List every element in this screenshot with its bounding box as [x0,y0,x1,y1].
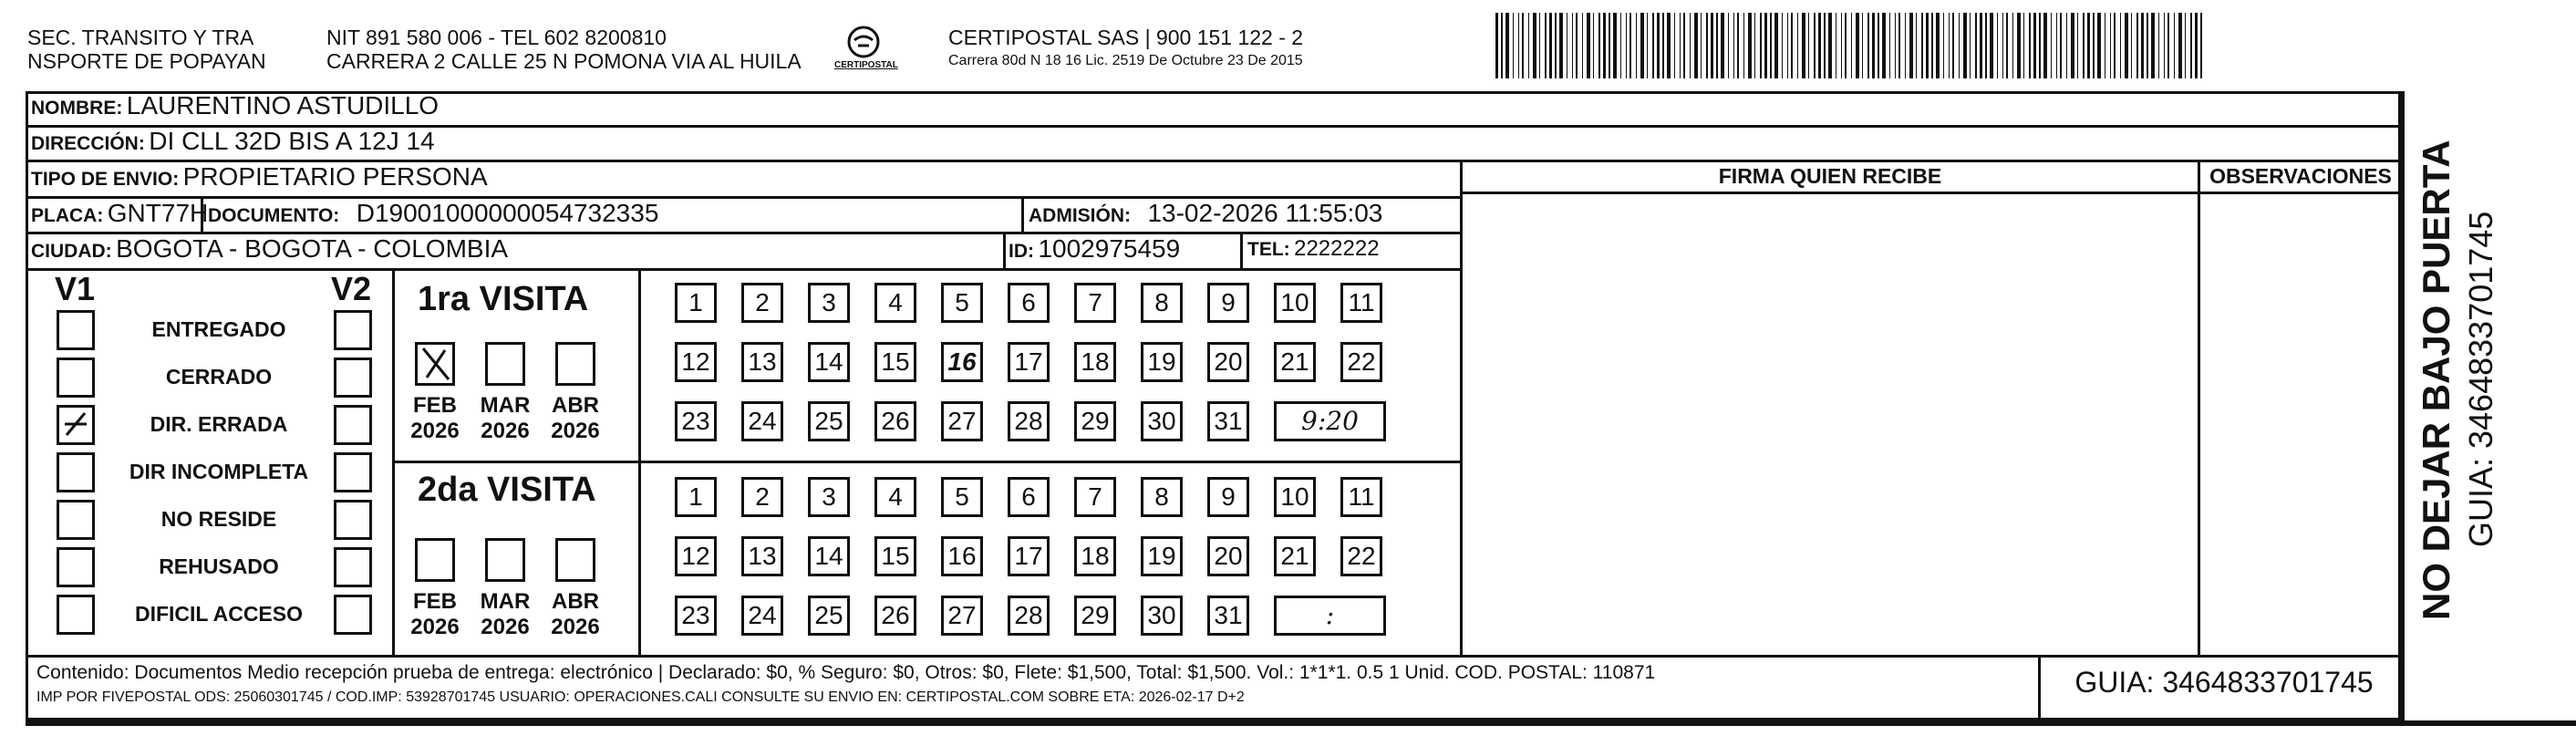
visit2-day-box[interactable]: 18 [1074,536,1116,576]
ciudad-row [31,234,508,264]
barcode-bar [1701,13,1702,78]
visit2-day-box[interactable]: 6 [1008,477,1050,517]
visit2-day-box[interactable]: 7 [1074,477,1116,517]
barcode-bar [2093,13,2095,78]
col-divider [1240,232,1243,268]
barcode-bar [1549,13,1552,78]
nit-line-1: NIT 891 580 006 - TEL 602 8200810 [326,26,667,49]
barcode-bar [1495,13,1498,78]
barcode-bar [1909,13,1913,78]
barcode-bar [1593,13,1594,78]
visit1-day-box[interactable]: 8 [1141,283,1183,323]
footer-contenido: Contenido: Documentos Medio recepción prueba de entrega: electrónico | Declarado: $0, % Seguro: $0, Otros: $0, Flete: $1,500, Total: $1,500. Vol.: 1*1*1. 0.5 1 Unid. COD. POSTAL: 110871 [36,662,1656,683]
placa-row [31,199,208,228]
barcode-bar [1959,13,1960,78]
visit1-day-box[interactable]: 4 [874,283,916,323]
barcode-bar [2164,13,2165,78]
barcode-bar [2200,13,2202,78]
barcode-bar [1721,13,1724,78]
visit1-day-box[interactable]: 29 [1074,401,1116,441]
barcode-bar [1949,13,1950,78]
visit1-day-box[interactable]: 11 [1340,283,1382,323]
barcode-bar [1501,13,1503,78]
barcode-bar [1963,13,1967,78]
status-label: CERRADO [165,365,273,389]
visit2-day-box[interactable]: 22 [1340,536,1382,576]
barcode-bar [1931,13,1933,78]
barcode-bar [2077,13,2078,78]
tel-label: TEL: [1247,239,1290,260]
nombre-label: NOMBRE: [31,98,123,119]
barcode-bar [2006,13,2008,78]
barcode-bar [1737,13,1739,78]
barcode-bar [1997,13,1998,78]
status-label: ENTREGADO [151,317,286,341]
visit1-day-box[interactable]: 22 [1340,342,1382,382]
tipo-value: PROPIETARIO PERSONA [182,162,488,191]
col-divider [1021,196,1024,233]
barcode-bar [2125,13,2128,78]
barcode-bar [1647,13,1648,78]
v1-checkbox[interactable] [57,405,95,445]
side-guia: GUIA: 3464833701745 [2462,211,2499,547]
visit1-day-box[interactable]: 16 [941,342,983,382]
visit2-day-box[interactable]: 31 [1207,596,1249,636]
barcode-bar [1970,13,1971,78]
barcode-bar [1598,13,1600,78]
barcode-bar [1706,13,1708,78]
barcode-bar [1975,13,1977,78]
barcode-bar [1814,13,1816,78]
visit2-day-box[interactable]: 29 [1074,596,1116,636]
v1-label: V1 [55,270,96,307]
barcode-bar [1528,13,1529,78]
barcode-bar [1711,13,1713,78]
tel-value: 2222222 [1294,236,1380,261]
v1-checkbox[interactable] [57,547,95,587]
visit1-day-box[interactable]: 5 [941,283,983,323]
visit2-day-box[interactable]: 14 [808,536,850,576]
col-divider [2038,655,2041,720]
barcode-bar [1716,13,1718,78]
nombre-value: LAURENTINO ASTUDILLO [126,91,440,119]
barcode-bar [1572,13,1573,78]
barcode-bar [1636,13,1637,78]
admision-label: ADMISIÓN: [1029,205,1131,226]
observaciones-area[interactable] [2200,194,2401,655]
barcode-bar [1889,13,1890,78]
barcode-bar [2120,13,2121,78]
bottom-rule [26,720,2576,726]
placa-value: GNT77H [107,199,209,227]
barcode-bar [1916,13,1917,78]
v1-checkbox[interactable] [57,452,95,492]
v1-checkbox[interactable] [57,595,95,635]
col-divider [2401,91,2404,720]
barcode-bar [2083,13,2085,78]
row-divider [26,655,2401,658]
visit1-month-checkbox[interactable] [485,342,525,386]
visit1-month-checkbox[interactable] [415,342,455,386]
barcode-bar [1824,13,1826,78]
status-label: DIFICIL ACCESO [134,602,303,626]
barcode-bar [2185,13,2186,78]
firma-area[interactable] [1463,194,2198,655]
barcode-bar [1743,13,1744,78]
barcode-bar [1985,13,1987,78]
barcode-bar [1905,13,1906,78]
col-divider [1003,232,1006,268]
visit2-day-box[interactable]: 5 [941,477,983,517]
barcode-bar [2178,13,2182,78]
barcode-bar [2147,13,2148,78]
barcode-bar [1582,13,1583,78]
v1-checkbox[interactable] [57,357,95,398]
visit2-day-box[interactable]: 17 [1008,536,1050,576]
admision-row [1029,199,1382,228]
barcode-bar [2110,13,2111,78]
visit2-year-label: 2026 [481,615,530,639]
visit2-year-label: 2026 [551,615,600,639]
barcode-bar [2012,13,2013,78]
admision-value: 13-02-2026 11:55:03 [1147,199,1383,227]
visit1-day-box[interactable]: 25 [808,401,850,441]
visit2-day-box[interactable]: 16 [941,536,983,576]
barcode-bar [1856,13,1859,78]
barcode-bar [1782,13,1783,78]
v2-label: V2 [331,270,372,307]
visit2-month-checkbox[interactable] [555,538,595,582]
visit2-day-box[interactable]: 28 [1008,596,1050,636]
barcode-bar [1620,13,1621,78]
visit1-day-box[interactable]: 10 [1274,283,1316,323]
barcode-bar [1728,13,1729,78]
visit2-day-box[interactable]: 19 [1141,536,1183,576]
visit1-month-label: ABR [552,393,599,418]
barcode-bar [1533,13,1536,78]
barcode-bar [2136,13,2138,78]
barcode-bar [1760,13,1762,78]
barcode-bar [1787,13,1788,78]
barcode-bar [1674,13,1675,78]
barcode-bar [1791,13,1793,78]
visit2-day-box[interactable]: 2 [741,477,783,517]
barcode-bar [1694,13,1698,78]
barcode-bar [2151,13,2155,78]
visit2-title: 2da VISITA [418,471,596,509]
barcode-bar [1980,13,1982,78]
barcode-bar [1952,13,1954,78]
documento-label: DOCUMENTO: [208,205,340,226]
visit2-month-checkbox[interactable] [415,538,455,582]
nit-line-2: CARRERA 2 CALLE 25 N POMONA VIA AL HUILA [326,49,802,73]
row-divider [392,461,1460,463]
visit2-day-box[interactable]: 3 [808,477,850,517]
visit1-day-box[interactable]: 26 [874,401,916,441]
barcode-bar [2195,13,2198,78]
barcode-bar [1845,13,1847,78]
certipostal-logo [834,22,922,77]
visit2-day-box[interactable]: 24 [741,596,783,636]
visit2-day-box[interactable]: 25 [808,596,850,636]
visit1-day-box[interactable]: 18 [1074,342,1116,382]
barcode-bar [1680,13,1681,78]
barcode-bar [1770,13,1772,78]
barcode-bar [2097,13,2101,78]
tipo-row [31,162,488,192]
barcode-bar [1774,13,1778,78]
visit1-day-box[interactable]: 27 [941,401,983,441]
barcode-bar [1867,13,1869,78]
barcode-bar [2167,13,2169,78]
barcode-bar [1828,13,1832,78]
status-label: NO RESIDE [160,507,277,531]
direccion-row [31,127,435,156]
barcode-bar [1555,13,1557,78]
visit2-day-box[interactable]: 12 [675,536,717,576]
barcode-bar [1690,13,1691,78]
barcode-bar [2190,13,2192,78]
barcode-bar [1926,13,1929,78]
visit2-day-box[interactable]: 21 [1274,536,1316,576]
visit1-day-box[interactable]: 7 [1074,283,1116,323]
visit2-day-box[interactable]: 1 [675,477,717,517]
visit1-year-label: 2026 [410,419,460,443]
barcode-bar [1936,13,1940,78]
id-row [1009,234,1180,264]
barcode-bar [1559,13,1563,78]
barcode-bar [1808,13,1809,78]
barcode-bar [1818,13,1821,78]
barcode-bar [1667,13,1671,78]
visit2-day-box[interactable]: 10 [1274,477,1316,517]
visit1-day-box[interactable]: 30 [1141,401,1183,441]
visit1-day-box[interactable]: 1 [675,283,717,323]
footer-imp: IMP POR FIVEPOSTAL ODS: 25060301745 / COD.IMP: 53928701745 USUARIO: OPERACIONES.CALI CONSULTE SU ENVIO EN: CERTIPOSTAL.COM SOBRE ETA: 2026-02-17 D+2 [36,689,1245,705]
v1-checkbox[interactable] [57,310,95,350]
visit2-year-label: 2026 [410,615,460,639]
barcode-bar [2051,13,2052,78]
barcode-bar [2023,13,2024,78]
visit2-month-label: FEB [413,589,457,614]
visit2-day-box[interactable]: 9 [1207,477,1249,517]
visit2-day-box[interactable]: 30 [1141,596,1183,636]
barcode-bar [1841,13,1842,78]
sender-line-2: NSPORTE DE POPAYAN [27,49,266,73]
visit2-time-box[interactable]: : [1274,596,1386,636]
barcode-bar [2043,13,2047,78]
barcode-bar [1764,13,1767,78]
barcode-bar [1662,13,1664,78]
barcode-bar [2066,13,2067,78]
barcode-bar [1513,13,1514,78]
visit2-day-box[interactable]: 15 [874,536,916,576]
barcode-bar [1613,13,1617,78]
barcode-bar [2056,13,2057,78]
barcode-bar [1587,13,1590,78]
barcode-bar [1898,13,1900,78]
tel-row [1247,236,1380,262]
ciudad-value: BOGOTA - BOGOTA - COLOMBIA [116,234,509,263]
visit2-month-label: MAR [480,589,531,614]
barcode-bar [1576,13,1578,78]
visit2-month-label: ABR [552,589,599,614]
visit1-year-label: 2026 [551,419,600,443]
barcode-bar [1802,13,1805,78]
firma-header: FIRMA QUIEN RECIBE [1718,164,1942,188]
status-label: REHUSADO [159,554,279,578]
barcode-bar [1754,13,1755,78]
visit1-day-box[interactable]: 9 [1207,283,1249,323]
status-label: DIR INCOMPLETA [129,460,309,483]
barcode-bar [1545,13,1547,78]
visit2-day-box[interactable]: 4 [874,477,916,517]
barcode-bar [1862,13,1863,78]
visit1-day-box[interactable]: 21 [1274,342,1316,382]
visit2-day-box[interactable]: 23 [675,596,717,636]
barcode-bar [1895,13,1896,78]
visit1-day-box[interactable]: 17 [1008,342,1050,382]
visit1-day-box[interactable]: 19 [1141,342,1183,382]
visit1-day-box[interactable]: 20 [1207,342,1249,382]
barcode-bar [1683,13,1685,78]
v1-checkbox[interactable] [57,500,95,540]
visit1-time-box[interactable]: 9:20 [1274,401,1386,441]
barcode-bar [2087,13,2090,78]
barcode-bar [1518,13,1519,78]
barcode-bar [2174,13,2175,78]
visit1-month-label: MAR [480,393,531,418]
visit2-day-box[interactable]: 26 [874,596,916,636]
documento-value: D19001000000054732335 [356,199,659,227]
barcode-bar [1797,13,1798,78]
logo-text: CERTIPOSTAL [834,60,898,70]
visit2-day-box[interactable]: 20 [1207,536,1249,576]
barcode-bar [1652,13,1654,78]
barcode-bar [1657,13,1660,78]
visit1-day-box[interactable]: 13 [741,342,783,382]
visit1-year-label: 2026 [481,419,530,443]
barcode-bar [1921,13,1923,78]
barcode-bar [1640,13,1644,78]
visit2-day-box[interactable]: 27 [941,596,983,636]
visit1-day-box[interactable]: 3 [808,283,850,323]
barcode-bar [2060,13,2062,78]
barcode-bar [1603,13,1606,78]
barcode-bar [2039,13,2041,78]
id-value: 1002975459 [1038,234,1181,263]
nombre-row [31,91,439,120]
visit1-day-box[interactable]: 6 [1008,283,1050,323]
id-label: ID: [1009,241,1034,262]
barcode-bar [1882,13,1886,78]
barcode-bar [1872,13,1875,78]
row-divider [26,268,1460,271]
visit2-month-checkbox[interactable] [485,538,525,582]
visit1-day-box[interactable]: 23 [675,401,717,441]
visit1-day-box[interactable]: 12 [675,342,717,382]
barcode-bar [1609,13,1610,78]
visit1-day-box[interactable]: 24 [741,401,783,441]
visit2-day-box[interactable]: 11 [1340,477,1382,517]
visit1-day-box[interactable]: 28 [1008,401,1050,441]
no-dejar-bajo-puerta: NO DEJAR BAJO PUERTA [2415,140,2457,620]
visit1-month-label: FEB [413,393,457,418]
visit2-day-box[interactable]: 13 [741,536,783,576]
visit1-day-box[interactable]: 2 [741,283,783,323]
barcode-bar [2029,13,2031,78]
barcode-bar [1539,13,1540,78]
barcode-bar [2017,13,2021,78]
barcode-bar [1878,13,1879,78]
visit1-month-checkbox[interactable] [555,342,595,386]
placa-label: PLACA: [31,205,104,226]
barcode-bar [1748,13,1752,78]
barcode-bar [1943,13,1944,78]
footer-guia: GUIA: 3464833701745 [2074,666,2374,699]
tipo-label: TIPO DE ENVIO: [31,169,180,190]
visit1-day-box[interactable]: 31 [1207,401,1249,441]
direccion-label: DIRECCIÓN: [31,133,145,154]
barcode-bar [1733,13,1734,78]
visit1-title: 1ra VISITA [418,280,589,318]
direccion-value: DI CLL 32D BIS A 12J 14 [149,127,435,155]
barcode-bar [1626,13,1627,78]
status-label: DIR. ERRADA [150,412,288,436]
barcode-bar [2002,13,2003,78]
sender-line-1: SEC. TRANSITO Y TRA [27,26,254,49]
barcode-bar [1505,13,1509,78]
documento-row [208,199,658,228]
barcode-bar [2071,13,2074,78]
barcode [1495,13,2207,78]
observaciones-header: OBSERVACIONES [2209,164,2392,188]
carrier-line-2: Carrera 80d N 18 16 Lic. 2519 De Octubre 23 De 2015 [948,53,1303,68]
barcode-bar [1522,13,1524,78]
visit2-day-box[interactable]: 8 [1141,477,1183,517]
visit1-day-box[interactable]: 15 [874,342,916,382]
barcode-bar [2141,13,2144,78]
ciudad-label: CIUDAD: [31,241,112,262]
barcode-bar [2131,13,2132,78]
barcode-bar [2158,13,2159,78]
barcode-bar [1851,13,1852,78]
barcode-bar [2033,13,2036,78]
barcode-bar [1990,13,1993,78]
carrier-line-1: CERTIPOSTAL SAS | 900 151 122 - 2 [948,26,1304,49]
barcode-bar [2114,13,2116,78]
visit1-day-box[interactable]: 14 [808,342,850,382]
barcode-bar [1629,13,1631,78]
